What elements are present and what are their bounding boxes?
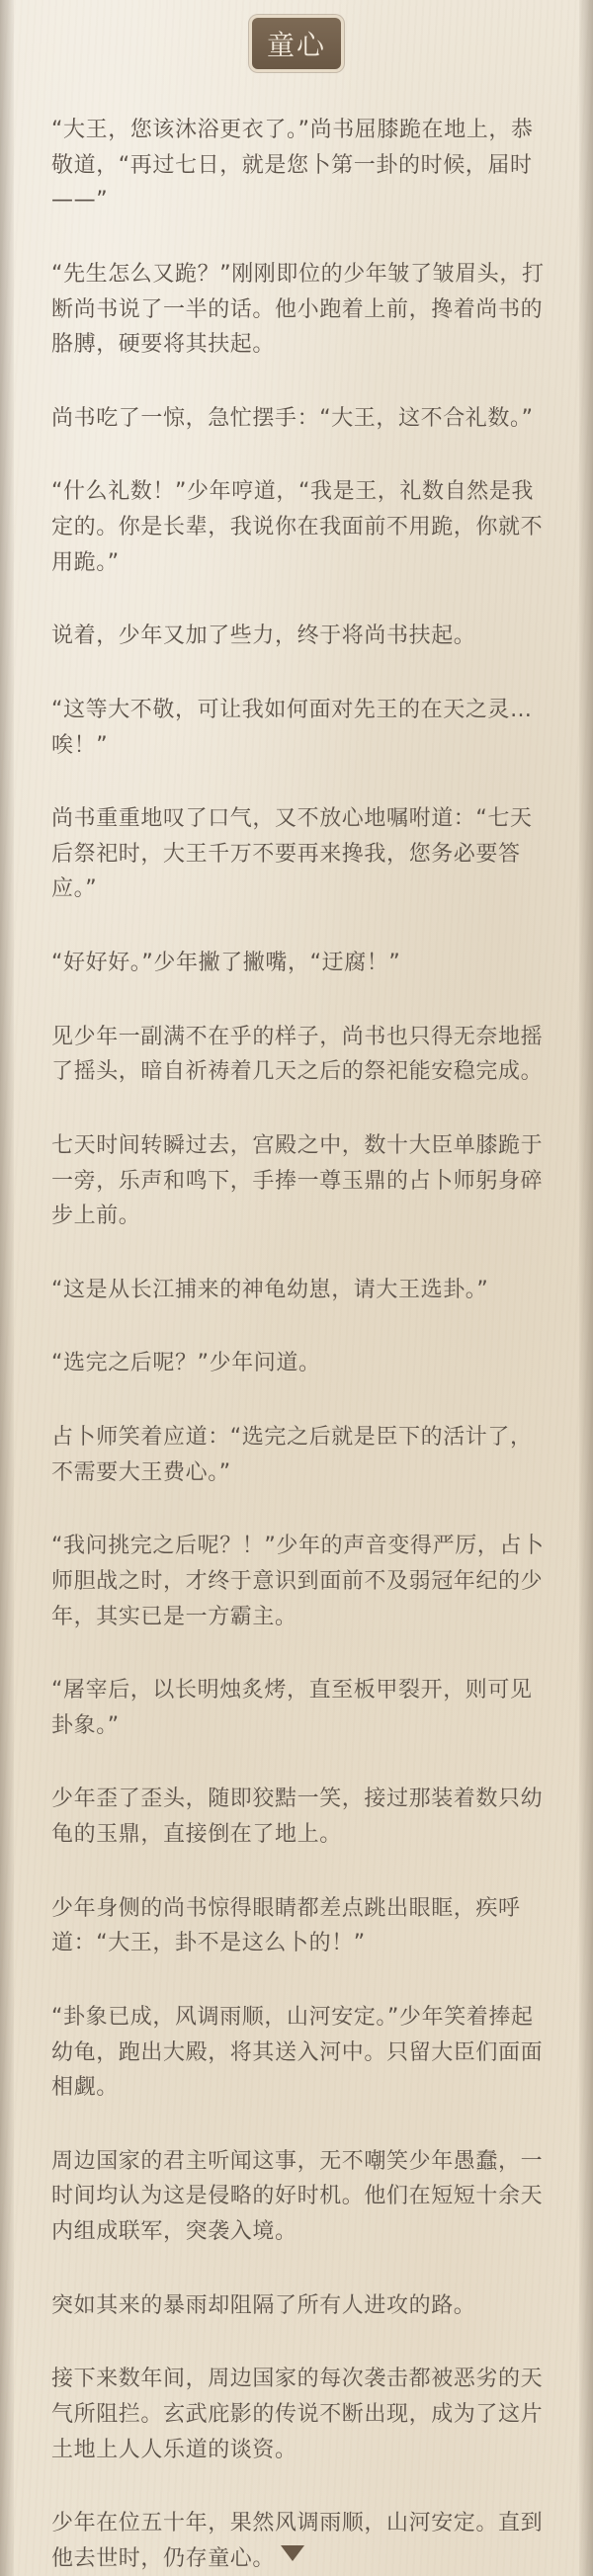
story-paragraph: “屠宰后，以长明烛炙烤，直至板甲裂开，则可见卦象。” (51, 1678, 533, 1738)
right-frame-shadow (579, 0, 593, 2576)
story-paragraph: “大王，您该沐浴更衣了。”尚书屈膝跪在地上，恭敬道，“再过七日，就是您卜第一卦的时候，届时——” (51, 118, 534, 213)
story-paragraph: 七天时间转瞬过去，宫殿之中，数十大臣单膝跪于一旁，乐声和鸣下，手捧一尊玉鼎的占卜师躬身碎步上前。 (51, 1132, 544, 1229)
story-paragraph: “什么礼数！”少年哼道，“我是王，礼数自然是我定的。你是长辈，我说你在我面前不用跪，你就不用跪。” (51, 479, 544, 575)
title-badge (252, 18, 341, 69)
story-paragraph: “这等大不敬，可让我如何面对先王的在天之灵…唉！” (51, 697, 533, 758)
triangle-down-icon[interactable] (281, 2545, 304, 2561)
story-paragraph: 少年歪了歪头，随即狡黠一笑，接过那装着数只幼龟的玉鼎，直接倒在了地上。 (51, 1787, 544, 1847)
left-frame-shadow (0, 0, 14, 2576)
story-body (51, 113, 546, 2576)
story-paragraph: “我问挑完之后呢？！”少年的声音变得严厉，占卜师胆战之时，才终于意识到面前不及弱冠年纪的少年，其实已是一方霸主。 (51, 1534, 545, 1629)
story-paragraph: “卦象已成，风调雨顺，山河安定。”少年笑着捧起幼龟，跑出大殿，将其送入河中。只留大臣们面面相觑。 (51, 2004, 544, 2101)
story-paragraph: 见少年一副满不在乎的样子，尚书也只得无奈地摇了摇头，暗自祈祷着几天之后的祭祀能安稳完成。 (51, 1024, 544, 1085)
story-paragraph: “这是从长江捕来的神龟幼崽，请大王选卦。” (51, 1277, 489, 1302)
story-paragraph: 尚书吃了一惊，急忙摆手：“大王，这不合礼数。” (51, 405, 534, 431)
story-paragraph: 占卜师笑着应道：“选完之后就是臣下的活计了，不需要大王费心。” (51, 1425, 533, 1485)
story-paragraph: “好好好。”少年撇了撇嘴，“迂腐！” (51, 951, 401, 975)
story-paragraph: “先生怎么又跪？”刚刚即位的少年皱了皱眉头，打断尚书说了一半的话。他小跑着上前，搀着尚书的胳膊，硬要将其扶起。 (51, 261, 545, 358)
story-paragraph: 少年身侧的尚书惊得眼睛都差点跳出眼眶，疾呼道：“大王，卦不是这么卜的！” (51, 1895, 521, 1956)
story-paragraph: 周边国家的君主听闻这事，无不嘲笑少年愚蠢，一时间均认为这是侵略的好时机。他们在短短十余天内组成联军，突袭入境。 (51, 2148, 544, 2244)
story-paragraph: “选完之后呢？”少年问道。 (51, 1351, 321, 1376)
story-paragraph: 少年在位五十年，果然风调雨顺，山河安定。直到他去世时，仍存童心。 (51, 2511, 544, 2571)
story-paragraph: 尚书重重地叹了口气，又不放心地嘱咐道：“七天后祭祀时，大王千万不要再来搀我，您务必要答应。” (51, 806, 533, 902)
story-paragraph: 突如其来的暴雨却阻隔了所有人进攻的路。 (51, 2292, 476, 2318)
page-title: 童心 (266, 29, 326, 61)
story-paragraph: 接下来数年间，周边国家的每次袭击都被恶劣的天气所阻拦。玄武庇影的传说不断出现，成为了这片土地上人人乐道的谈资。 (51, 2367, 544, 2462)
story-paragraph: 说着，少年又加了些力，终于将尚书扶起。 (51, 623, 476, 649)
